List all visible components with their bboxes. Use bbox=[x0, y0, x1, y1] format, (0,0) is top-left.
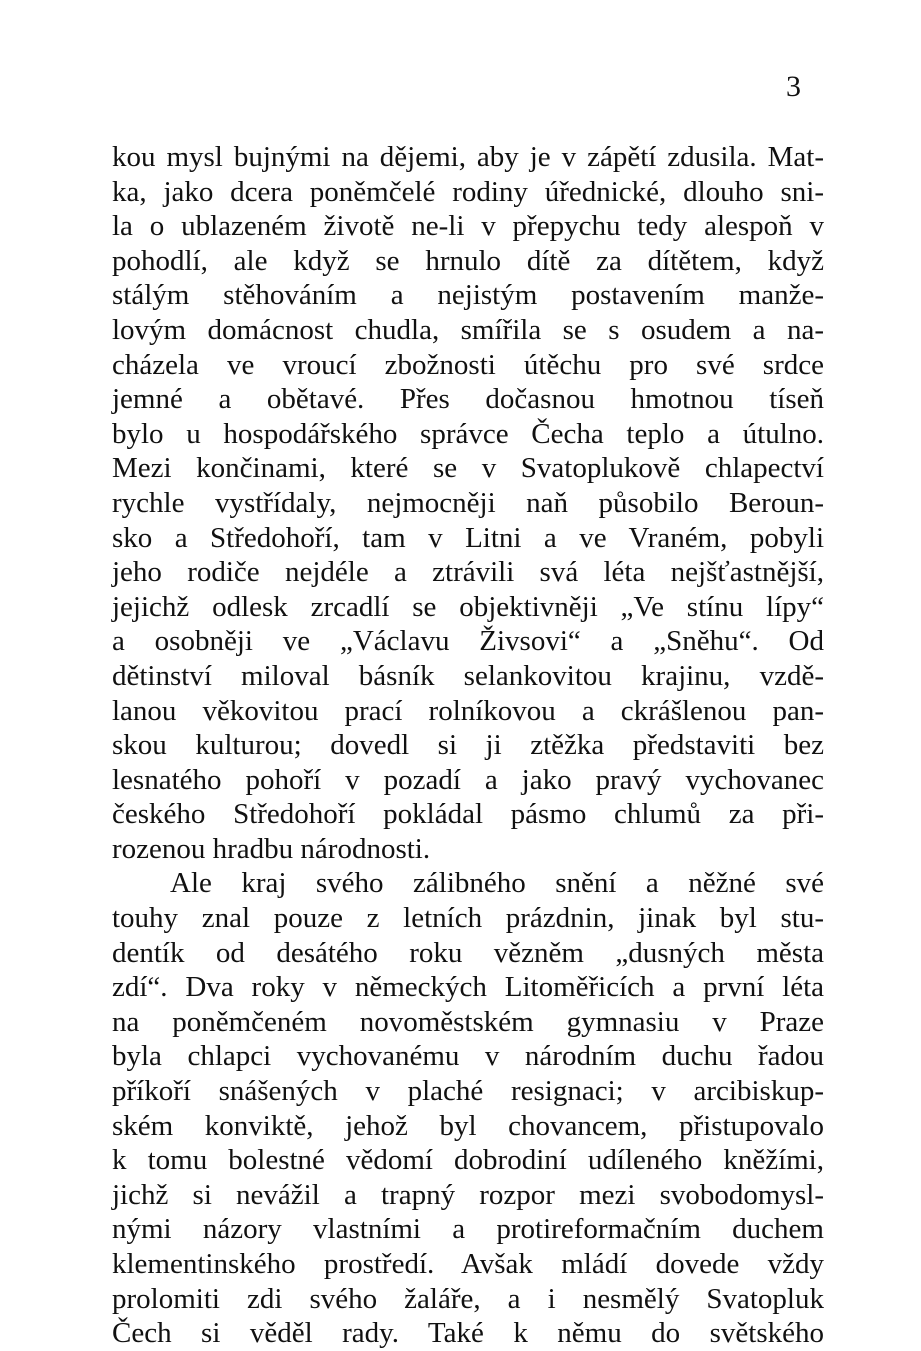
text-line: rychle vystřídaly, nejmocněji naň působilo Beroun- bbox=[112, 486, 824, 519]
text-line: bylo u hospodářského správce Čecha teplo a útulno. bbox=[112, 417, 824, 450]
text-line: pohodlí, ale když se hrnulo dítě za dítětem, když bbox=[112, 244, 824, 277]
text-line: lanou věkovitou prací rolníkovou a ckrášlenou pan- bbox=[112, 694, 824, 727]
text-line: cházela ve vroucí zbožnosti útěchu pro své srdce bbox=[112, 348, 824, 381]
text-line: zdí“. Dva roky v německých Litoměřicích a první léta bbox=[112, 971, 824, 1004]
text-line: jemné a obětavé. Přes dočasnou hmotnou tíseň bbox=[112, 383, 824, 416]
text-line: byla chlapci vychovanému v národním duchu řadou bbox=[112, 1040, 824, 1073]
text-line: českého Středohoří pokládal pásmo chlumů za při- bbox=[112, 798, 824, 831]
text-line: stálým stěhováním a nejistým postavením manže- bbox=[112, 279, 824, 312]
text-line: jejichž odlesk zrcadlí se objektivněji „Ve stínu lípy“ bbox=[112, 590, 824, 623]
text-line: touhy znal pouze z letních prázdnin, jinak byl stu- bbox=[112, 902, 824, 935]
body-text bbox=[112, 140, 824, 1351]
text-line: la o ublazeném životě ne-li v přepychu tedy alespoň v bbox=[112, 210, 824, 243]
text-line: rozenou hradbu národnosti. bbox=[112, 832, 431, 865]
text-line: kou mysl bujnými na dějemi, aby je v zápětí zdusila. Mat- bbox=[112, 141, 824, 173]
text-line: Čech si věděl rady. Také k němu do světského bbox=[112, 1317, 824, 1350]
text-line: a osobněji ve „Václavu Živsovi“ a „Sněhu“. Od bbox=[112, 625, 824, 658]
text-line: jeho rodiče nejdéle a ztrávili svá léta nejšťastnější, bbox=[112, 556, 824, 589]
text-line: dentík od desátého roku vězněm „dusných města bbox=[112, 936, 824, 969]
text-line: lesnatého pohoří v pozadí a jako pravý vychovanec bbox=[112, 763, 824, 796]
text-line: dětinství miloval básník selankovitou krajinu, vzdě- bbox=[112, 659, 824, 692]
text-line: ka, jako dcera poněmčelé rodiny úřednické, dlouho sni- bbox=[112, 175, 824, 208]
text-line: nými názory vlastními a protireformačním duchem bbox=[112, 1213, 824, 1246]
text-line: Mezi končinami, které se v Svatoplukově chlapectví bbox=[112, 452, 824, 485]
text-line: na poněmčeném novoměstském gymnasiu v Praze bbox=[112, 1005, 824, 1038]
text-line: sko a Středohoří, tam v Litni a ve Vraném, pobyli bbox=[112, 521, 824, 554]
text-line: prolomiti zdi svého žaláře, a i nesmělý Svatopluk bbox=[112, 1282, 824, 1315]
text-line: Ale kraj svého zálibného snění a něžné své bbox=[170, 867, 824, 900]
text-line: ském konviktě, jehož byl chovancem, přistupovalo bbox=[112, 1109, 824, 1142]
text-line: příkoří snášených v plaché resignaci; v arcibiskup- bbox=[112, 1075, 824, 1108]
text-line: k tomu bolestné vědomí dobrodiní udíleného kněžími, bbox=[112, 1144, 824, 1177]
page-number: 3 bbox=[786, 70, 801, 103]
text-line: jichž si nevážil a trapný rozpor mezi svobodomysl- bbox=[112, 1178, 824, 1211]
text-line: klementinského prostředí. Avšak mládí dovede vždy bbox=[112, 1248, 824, 1280]
text-line: lovým domácnost chudla, smířila se s osudem a na- bbox=[112, 313, 824, 346]
text-line: skou kulturou; dovedl si ji ztěžka představiti bez bbox=[112, 729, 824, 762]
